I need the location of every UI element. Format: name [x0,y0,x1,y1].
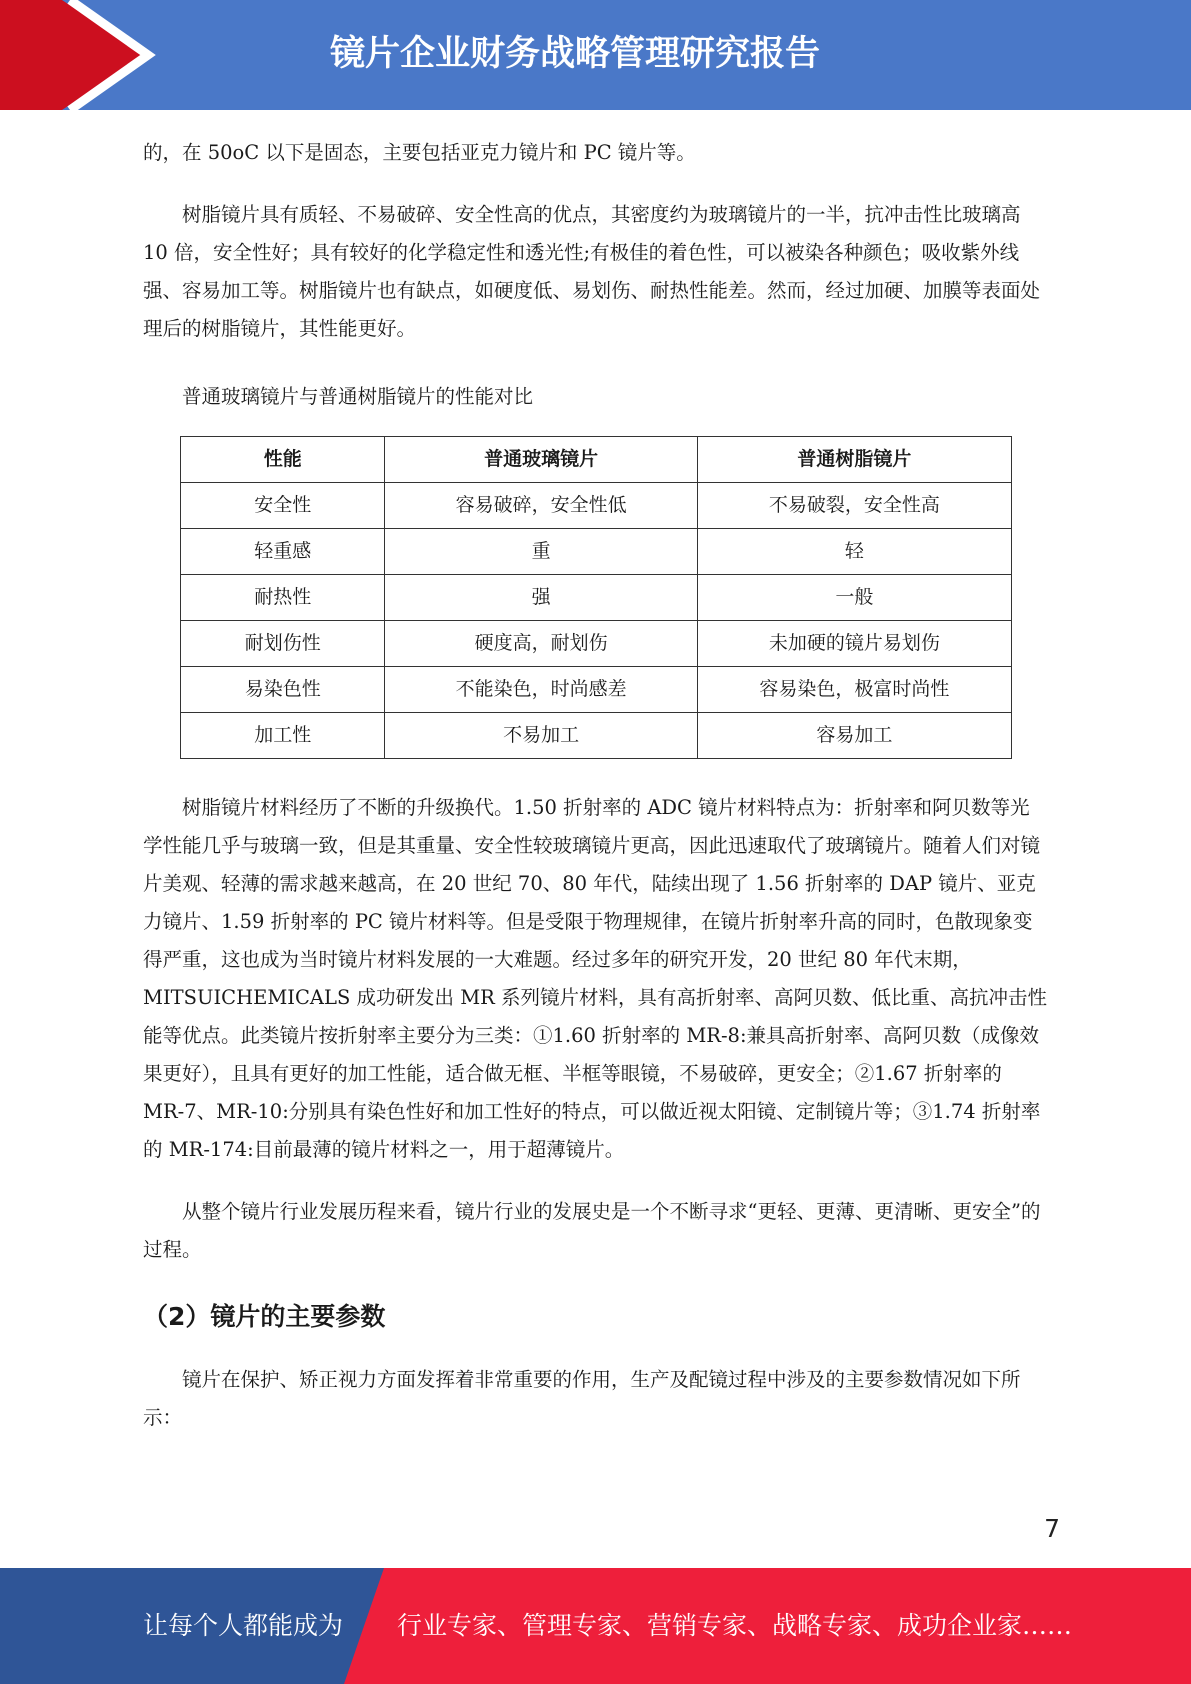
page-header [0,0,1191,110]
table-cell: 容易破碎，安全性低 [385,483,697,529]
table-cell: 容易加工 [697,713,1011,759]
table-cell: 轻 [697,529,1011,575]
paragraph-4: 从整个镜片行业发展历程来看，镜片行业的发展史是一个不断寻求“更轻、更薄、更清晰、更安全”的过程。 [143,1200,1041,1261]
table-cell: 耐划伤性 [181,621,385,667]
table-cell: 加工性 [181,713,385,759]
table-cell: 不易破裂，安全性高 [697,483,1011,529]
table-cell: 耐热性 [181,575,385,621]
table-caption: 普通玻璃镜片与普通树脂镜片的性能对比 [182,385,534,408]
table-header-cell: 普通玻璃镜片 [385,437,697,483]
table-cell: 容易染色，极富时尚性 [697,667,1011,713]
paragraph-3: 树脂镜片材料经历了不断的升级换代。1.50 折射率的 ADC 镜片材料特点为：折射率和阿贝数等光学性能几乎与玻璃一致，但是其重量、安全性较玻璃镜片更高，因此迅速取代了玻璃镜片。随着人们对镜片美观、轻薄的需求越来越高，在 20 世纪 70、80 年代，陆续出现了 1.56 折射率的 DAP 镜片、亚克力镜片、1.59 折射率的 PC 镜片材料等。但是受限于物理规律，在镜片折射率升高的同时，色散现象变得严重，这也成为当时镜片材料发展的一大难题。经过多年的研究开发，20 世纪 80 年代末期，MITSUICHEMICALS 成功研发出 MR 系列镜片材料，具有高折射率、高阿贝数、低比重、高抗冲击性能等优点。此类镜片按折射率主要分为三类：①1.60 折射率的 MR-8:兼具高折射率、高阿贝数（成像效果更好），且具有更好的加工性能，适合做无框、半框等眼镜，不易破碎，更安全；②1.67 折射率的 MR-7、MR-10:分别具有染色性好和加工性好的特点，可以做近视太阳镜、定制镜片等；③1.74 折射率的 MR-174:目前最薄的镜片材料之一，用于超薄镜片。 [143,796,1048,1161]
table-cell: 硬度高，耐划伤 [385,621,697,667]
paragraph-2: 树脂镜片具有质轻、不易破碎、安全性高的优点，其密度约为玻璃镜片的一半，抗冲击性比玻璃高 10 倍，安全性好；具有较好的化学稳定性和透光性;有极佳的着色性，可以被染各种颜色；吸收紫外线强、容易加工等。树脂镜片也有缺点，如硬度低、易划伤、耐热性能差。然而，经过加硬、加膜等表面处理后的树脂镜片，其性能更好。 [143,203,1041,340]
table-cell: 轻重感 [181,529,385,575]
table-cell: 不能染色，时尚感差 [385,667,697,713]
paragraph-1: 的，在 50oC 以下是固态，主要包括亚克力镜片和 PC 镜片等。 [143,141,696,164]
comparison-table [180,436,1012,759]
table-row [181,483,1012,529]
footer-slogan-right: 行业专家、管理专家、营销专家、战略专家、成功企业家…… [397,1611,1073,1640]
paragraph-5: 镜片在保护、矫正视力方面发挥着非常重要的作用，生产及配镜过程中涉及的主要参数情况如下所示： [143,1368,1021,1429]
table-header-cell: 普通树脂镜片 [697,437,1011,483]
document-body [143,134,1048,1437]
table-cell: 未加硬的镜片易划伤 [697,621,1011,667]
table-header-cell: 性能 [181,437,385,483]
table-cell: 重 [385,529,697,575]
table-row [181,575,1012,621]
table-row [181,713,1012,759]
report-title: 镜片企业财务战略管理研究报告 [330,34,821,74]
table-row [181,621,1012,667]
table-cell: 易染色性 [181,667,385,713]
table-row [181,529,1012,575]
table-cell: 安全性 [181,483,385,529]
section-heading: （2）镜片的主要参数 [143,1302,386,1331]
table-header-row [181,437,1012,483]
page-number: 7 [1044,1514,1060,1543]
table-row [181,667,1012,713]
table-cell: 不易加工 [385,713,697,759]
table-cell: 强 [385,575,697,621]
table-cell: 一般 [697,575,1011,621]
footer-slogan-left: 让每个人都能成为 [143,1611,344,1640]
page-footer [0,1568,1191,1684]
